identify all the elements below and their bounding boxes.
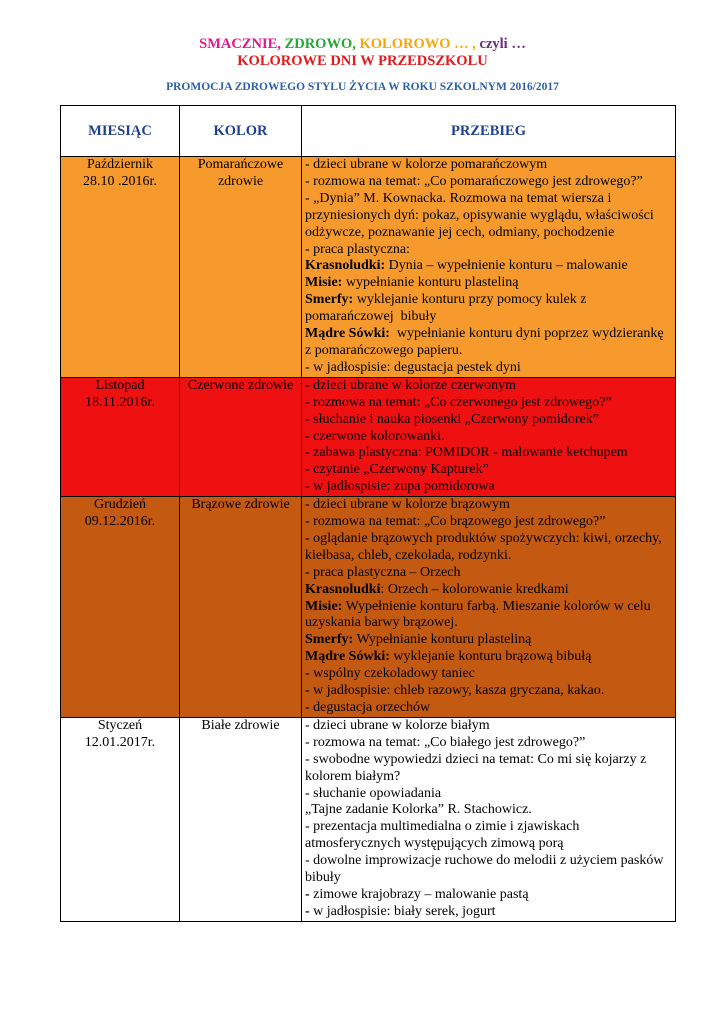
course-item-text: - wspólny czekoladowy taniec (305, 666, 475, 682)
course-item (305, 666, 672, 683)
course-item-text: Wypełnianie konturu plasteliną (353, 632, 532, 648)
course-item (305, 752, 672, 786)
course-item-label: Smerfy: (305, 292, 354, 308)
course-item-text: wypełnianie konturu dyni poprzez wydzierankę z pomarańczowego papieru. (305, 326, 668, 358)
course-item-text: zimowe krajobrazy – malowanie pastą (309, 886, 529, 902)
month-cell (61, 377, 180, 496)
course-item (305, 360, 672, 377)
course-item (305, 887, 672, 904)
month-name: Listopad (95, 377, 145, 393)
color-cell (180, 377, 302, 496)
month-name: Styczeń (97, 717, 143, 733)
course-item-text: wyklejanie konturu brązową bibułą (389, 649, 592, 665)
course-item-text: Wypełnienie konturu farbą. Mieszanie kolorów w celu uzyskania barwy brązowej. (305, 598, 655, 631)
header-color: KOLOR (180, 106, 302, 157)
month-date: 12.01.2017r. (84, 734, 156, 750)
month-name: Październik (86, 157, 154, 172)
course-item-label: - (305, 903, 310, 919)
title-part-zdrowo: ZDROWO, (284, 36, 360, 52)
color-name: Czerwone zdrowie (187, 377, 294, 393)
course-item (305, 649, 672, 666)
title-line-1 (0, 36, 725, 52)
color-name: Pomarańczowe zdrowie (197, 157, 284, 189)
course-item-text: - dowolne improwizacje ruchowe do melodii z użyciem pasków bibuły (305, 853, 667, 886)
course-item-text: - oglądanie brązowych produktów spożywczych: kiwi, orzechy, kiełbasa, chleb, czekolada, rodzynki. (305, 530, 666, 563)
course-item (305, 242, 672, 259)
course-item (305, 531, 672, 565)
course-item (305, 412, 672, 429)
course-item (305, 479, 672, 496)
month-date: 18.11.2016r. (85, 394, 155, 410)
course-item-text: - „Dynia” M. Kownacka. Rozmowa na temat wiersza i przyniesionych dyń: pokaz, opisywanie wyglądu, właściwości odżywcze, poznawanie jej cech, odmiany, pochodzenie (305, 190, 658, 240)
course-item (305, 683, 672, 700)
course-item (305, 445, 672, 462)
month-cell (61, 497, 180, 718)
schedule-table (60, 105, 676, 922)
course-item (305, 292, 672, 326)
course-item-text: - rozmowa na temat: „Co pomarańczowego jest zdrowego?” (305, 173, 643, 189)
course-item-text: wyklejanie konturu przy pomocy kulek z pomarańczowej bibuły (305, 292, 590, 325)
course-item-text: Dynia – wypełnienie konturu – malowanie (385, 258, 628, 274)
course-item (305, 599, 672, 633)
course-item (305, 157, 672, 174)
month-name: Grudzień (93, 497, 147, 513)
course-item-text: wypełnianie konturu plasteliną (342, 275, 519, 291)
course-item (305, 904, 672, 921)
course-item-text: - swobodne wypowiedzi dzieci na temat: Co mi się kojarzy z kolorem białym? (305, 751, 650, 784)
title-part-czyli: czyli … (479, 36, 526, 52)
course-item-text: - rozmowa na temat: „Co czerwonego jest zdrowego?” (305, 394, 612, 410)
table-header-row (61, 106, 676, 157)
course-item (305, 718, 672, 735)
course-item-label: Mądre Sówki: (305, 326, 390, 342)
course-item-label: Smerfy: (305, 632, 354, 648)
title-line-2: KOLOROWE DNI W PRZEDSZKOLU (237, 53, 488, 69)
course-item-text: - słuchanie i nauka piosenki „Czerwony pomidorek” (305, 411, 599, 427)
month-date: 09.12.2016r. (84, 514, 156, 530)
course-item (305, 462, 672, 479)
course-item-label: - (305, 886, 310, 902)
course-item (305, 514, 672, 531)
course-item (305, 565, 672, 582)
course-item (305, 786, 672, 803)
header-course: PRZEBIEG (302, 106, 676, 157)
course-item-text: - degustacja orzechów (305, 700, 431, 715)
course-item-label: Misie: (305, 598, 343, 614)
course-item (305, 853, 672, 887)
course-item (305, 632, 672, 649)
course-item (305, 735, 672, 752)
table-row (61, 497, 676, 718)
month-date: 28.10 .2016r. (83, 173, 157, 189)
table-row (61, 717, 676, 921)
course-item-text: - czerwone kolorowanki. (305, 428, 445, 444)
color-cell (180, 497, 302, 718)
course-item (305, 497, 672, 514)
course-item (305, 802, 672, 819)
course-item (305, 819, 672, 853)
color-cell (180, 157, 302, 378)
course-item (305, 174, 672, 191)
color-name: Białe zdrowie (201, 717, 280, 733)
course-item-text: - słuchanie opowiadania (305, 785, 442, 801)
table-row (61, 377, 676, 496)
course-item-text: - dzieci ubrane w kolorze białym (305, 717, 490, 733)
course-item-text: - w jadłospisie: zupa pomidorowa (305, 479, 495, 495)
course-item-text: - zabawa plastyczna: POMIDOR - malowanie ketchupem (305, 445, 628, 461)
course-item-text: w jadłospisie: biały serek, jogurt (309, 903, 496, 919)
course-item-text: - praca plastyczna: (305, 241, 410, 257)
course-item-text: - w jadłospisie: degustacja pestek dyni (305, 359, 521, 375)
color-name: Brązowe zdrowie (191, 497, 290, 513)
course-item-label: Mądre Sówki: (305, 649, 390, 665)
course-item (305, 275, 672, 292)
course-cell (302, 497, 676, 718)
course-item-text: : Orzech – kolorowanie kredkami (380, 581, 569, 597)
course-item (305, 395, 672, 412)
course-item-text: - rozmowa na temat: „Co brązowego jest zdrowego?” (305, 514, 606, 530)
course-item-text: - dzieci ubrane w kolorze czerwonym (305, 377, 517, 393)
course-cell (302, 377, 676, 496)
course-item (305, 191, 672, 242)
title-part-kolorowo: KOLOROWO … , (359, 36, 480, 52)
course-item (305, 582, 672, 599)
course-item (305, 326, 672, 360)
course-item (305, 429, 672, 446)
course-cell (302, 157, 676, 378)
course-item (305, 700, 672, 717)
course-item-text: - rozmowa na temat: „Co białego jest zdrowego?” (305, 734, 586, 750)
header-month: MIESIĄC (61, 106, 180, 157)
title-part-smacznie: SMACZNIE, (199, 36, 285, 52)
course-item-text: „Tajne zadanie Kolorka” R. Stachowicz. (305, 802, 532, 818)
course-item-label: Krasnoludki (305, 581, 381, 597)
course-item-text: - prezentacja multimedialna o zimie i zjawiskach atmosferycznych występujących zimową porą (305, 819, 583, 852)
course-item-text: - w jadłospisie: chleb razowy, kasza gryczana, kakao. (305, 683, 605, 699)
color-cell (180, 717, 302, 921)
course-item-text: - praca plastyczna – Orzech (305, 564, 461, 580)
course-item-text: - dzieci ubrane w kolorze pomarańczowym (305, 157, 548, 172)
course-item-label: Krasnoludki: (305, 258, 386, 274)
table-row (61, 157, 676, 378)
course-item-text: - dzieci ubrane w kolorze brązowym (305, 497, 510, 513)
course-item (305, 378, 672, 395)
month-cell (61, 717, 180, 921)
subtitle: PROMOCJA ZDROWEGO STYLU ŻYCIA W ROKU SZKOLNYM 2016/2017 (166, 81, 559, 93)
course-cell (302, 717, 676, 921)
course-item (305, 258, 672, 275)
month-cell (61, 157, 180, 378)
course-item-label: Misie: (305, 275, 343, 291)
course-item-text: - czytanie „Czerwony Kapturek” (305, 462, 489, 478)
